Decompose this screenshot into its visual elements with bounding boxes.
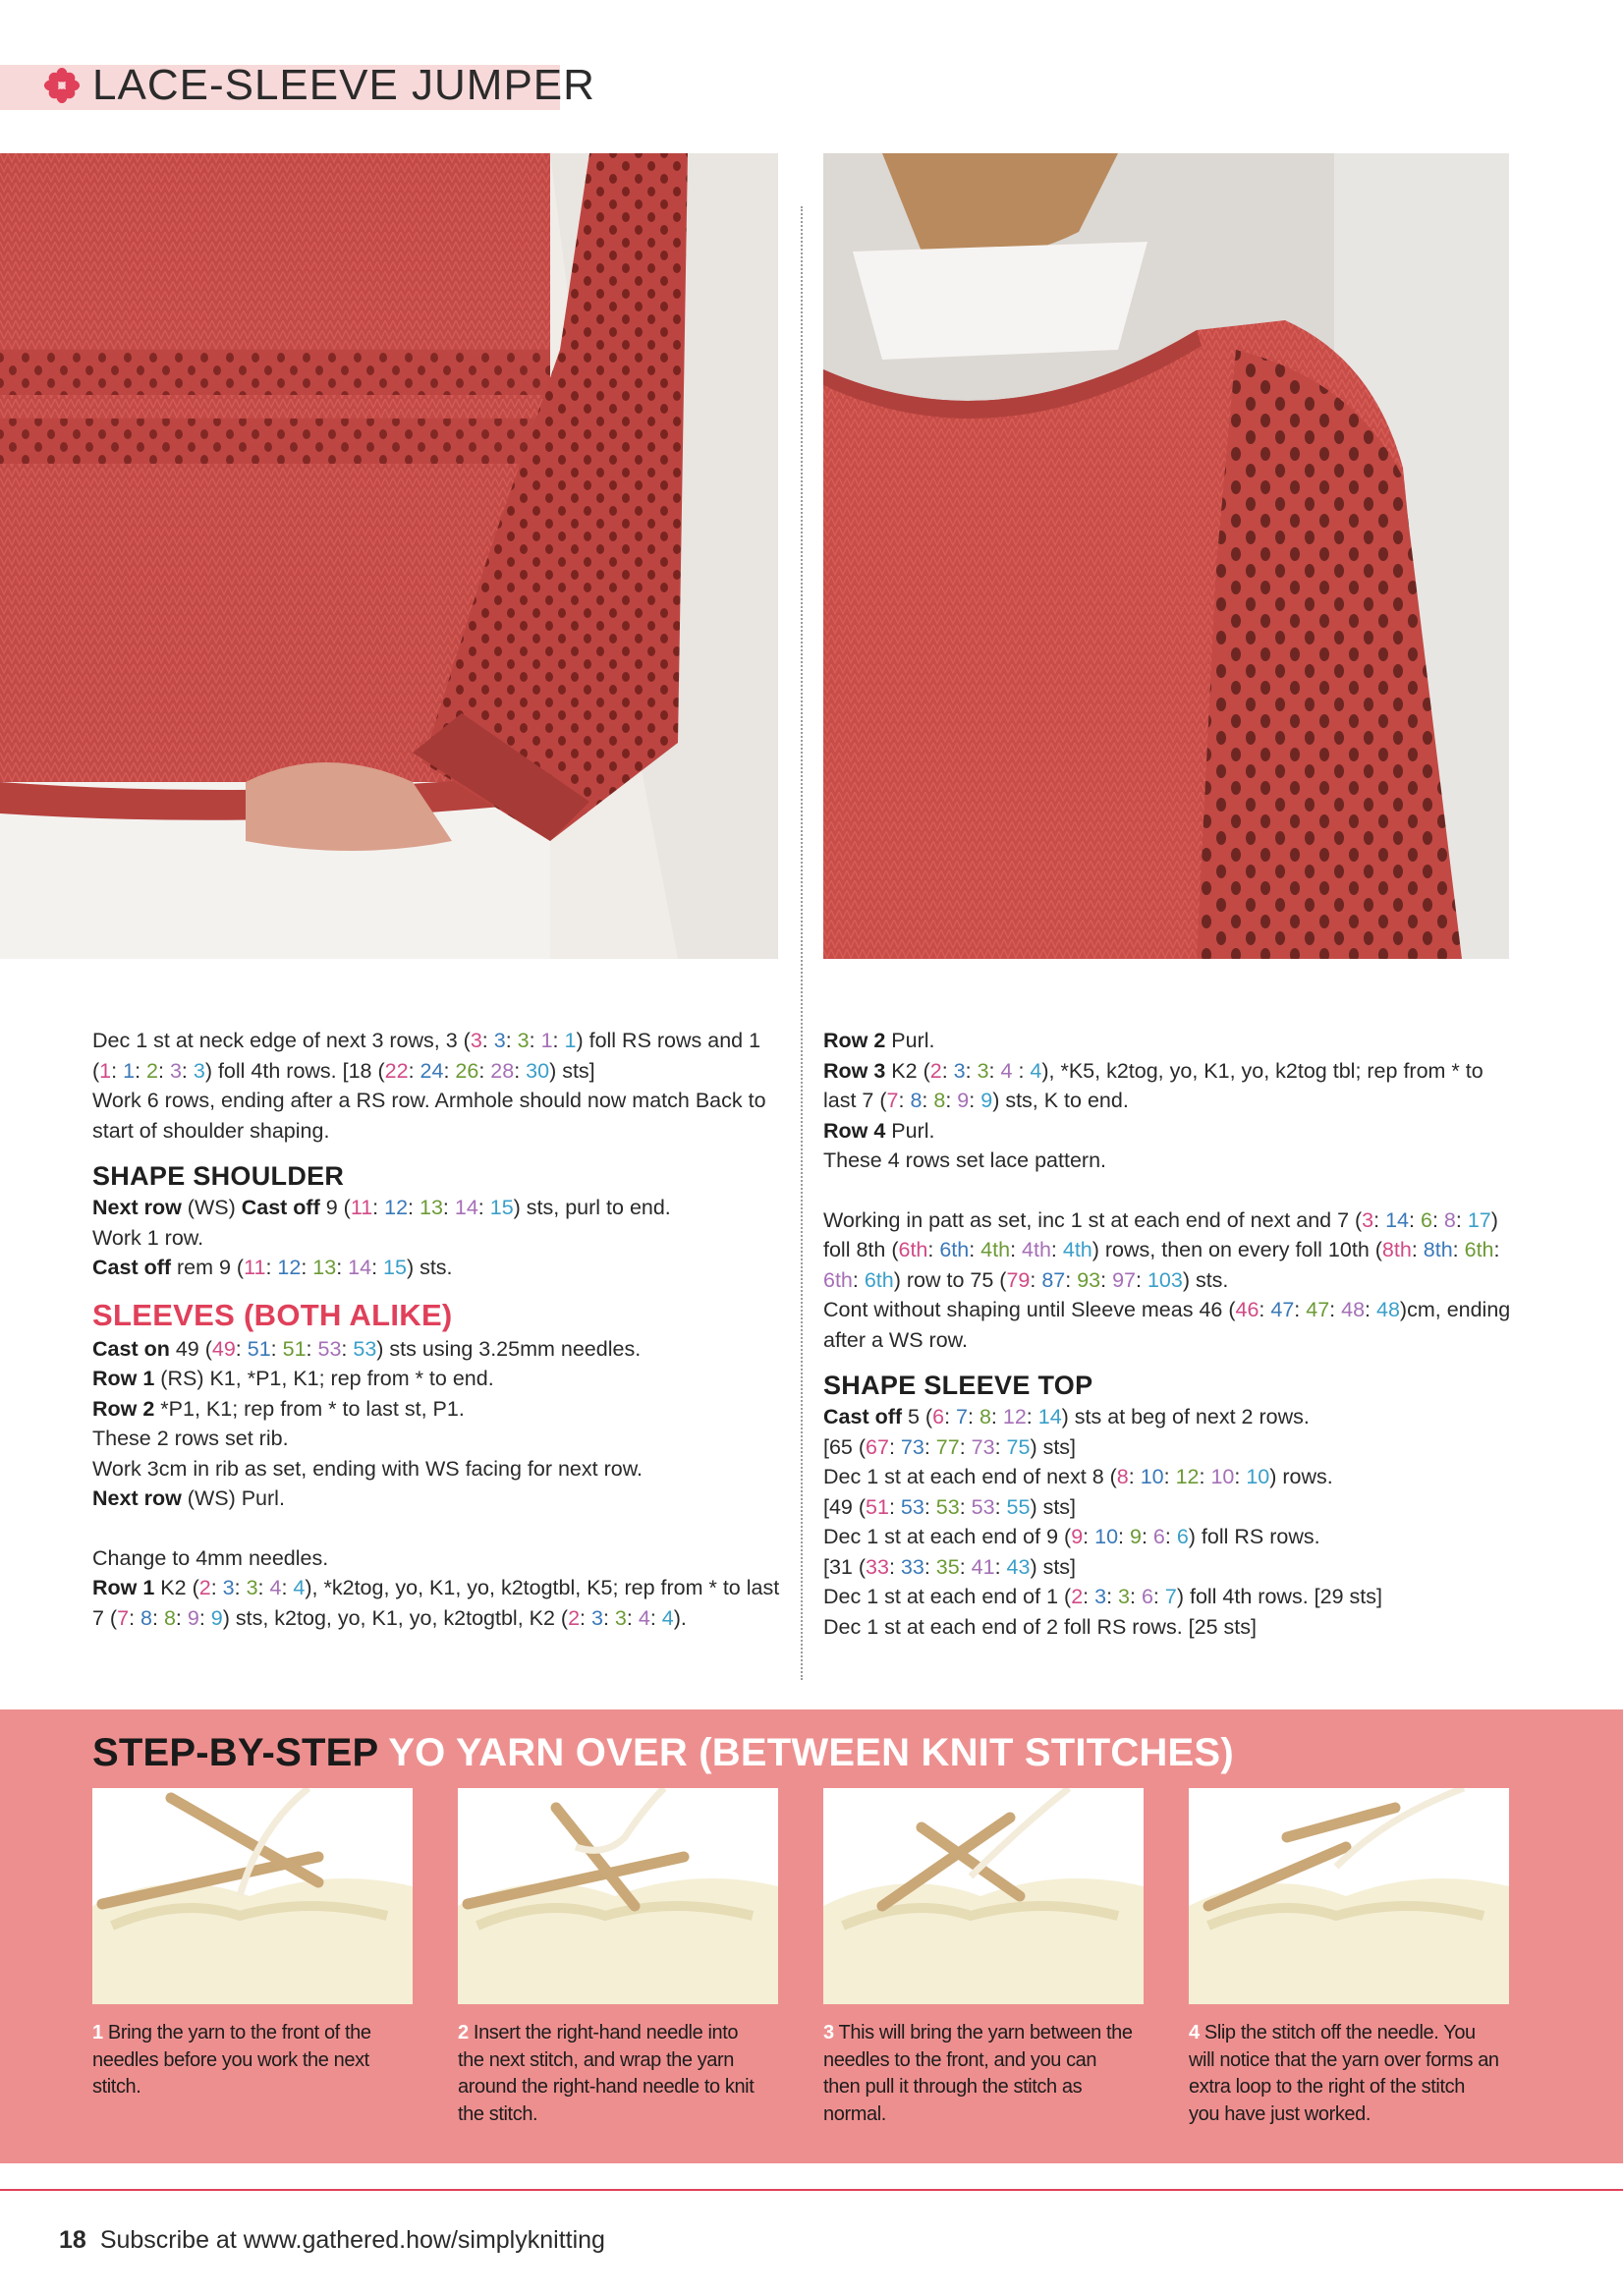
section-heading: SHAPE SHOULDER	[92, 1161, 345, 1191]
paragraph: Dec 1 st at neck edge of next 3 rows, 3 (3: 3: 3: 1: 1) foll RS rows and 1 (1: 1: 2: 3: 3) foll 4th rows. [18 (22: 24: 26: 28: 30) sts]	[92, 1029, 761, 1083]
paragraph: Work 1 row.	[92, 1225, 204, 1250]
paragraph: Dec 1 st at each end of 2 foll RS rows. [25 sts]	[823, 1614, 1257, 1639]
paragraph: Row 2 *P1, K1; rep from * to last st, P1.	[92, 1396, 465, 1421]
footer-rule	[0, 2189, 1623, 2191]
step-number: 4	[1189, 2022, 1200, 2044]
subscribe-link[interactable]: Subscribe at www.gathered.how/simplyknitting	[99, 2226, 605, 2254]
paragraph: Next row (WS) Cast off 9 (11: 12: 13: 14: 15) sts, purl to end.	[92, 1196, 671, 1219]
step-number: 3	[823, 2022, 834, 2044]
paragraph: Work 3cm in rib as set, ending with WS facing for next row.	[92, 1456, 644, 1481]
paragraph: These 2 rows set rib.	[92, 1427, 289, 1450]
section-heading-accent: SLEEVES (BOTH ALIKE)	[92, 1297, 453, 1332]
step-1-caption	[92, 2020, 403, 2101]
paragraph: [65 (67: 73: 77: 73: 75) sts]	[823, 1434, 1077, 1459]
paragraph: Work 6 rows, ending after a RS row. Armhole should now match Back to start of shoulder shaping.	[92, 1089, 766, 1143]
sweater-hem-photo	[0, 153, 778, 959]
step-3-photo	[823, 1788, 1144, 2004]
paragraph: Next row (WS) Purl.	[92, 1486, 285, 1510]
step-text: Bring the yarn to the front of the needles before you work the next stitch.	[92, 2022, 371, 2098]
paragraph: Row 2 Purl.	[823, 1029, 935, 1052]
flower-icon	[43, 67, 81, 104]
paragraph: Row 1 (RS) K1, *P1, K1; rep from * to end.	[92, 1367, 494, 1390]
section-heading: SHAPE SLEEVE TOP	[823, 1371, 1093, 1400]
step-by-step-label: STEP-BY-STEP	[92, 1731, 378, 1774]
step-3-caption	[823, 2020, 1134, 2128]
step-4-caption	[1189, 2020, 1499, 2128]
step-by-step-heading	[92, 1731, 1234, 1775]
paragraph: Row 4 Purl.	[823, 1118, 935, 1143]
step-number: 2	[458, 2022, 469, 2044]
paragraph: Cast off rem 9 (11: 12: 13: 14: 15) sts.	[92, 1256, 453, 1279]
column-divider	[801, 206, 803, 1680]
step-text: This will bring the yarn between the needles to the front, and you can then pull it through the stitch as normal.	[823, 2022, 1133, 2125]
paragraph: Dec 1 st at each end of 9 (9: 10: 9: 6: 6) foll RS rows.	[823, 1525, 1320, 1548]
paragraph: Row 1 K2 (2: 3: 3: 4: 4), *k2tog, yo, K1, yo, k2togtbl, K5; rep from * to last 7 (7: 8: 8: 9: 9) sts, k2tog, yo, K1, yo, k2togtbl, K2 (2: 3: 3: 4: 4).	[92, 1576, 780, 1630]
step-number: 1	[92, 2022, 103, 2044]
paragraph: [31 (33: 33: 35: 41: 43) sts]	[823, 1554, 1077, 1579]
step-4-photo	[1189, 1788, 1509, 2004]
sweater-shoulder-photo	[823, 153, 1509, 959]
right-column	[823, 1026, 1511, 1642]
step-2-caption	[458, 2020, 768, 2128]
step-by-step-title: YO YARN OVER (BETWEEN KNIT STITCHES)	[388, 1731, 1234, 1774]
left-column	[92, 1026, 780, 1633]
step-text: Insert the right-hand needle into the next stitch, and wrap the yarn around the right-hand needle to knit the stitch.	[458, 2022, 755, 2125]
step-1-photo	[92, 1788, 413, 2004]
step-2-photo	[458, 1788, 778, 2004]
page-number: 18	[59, 2226, 86, 2254]
paragraph: [49 (51: 53: 53: 53: 55) sts]	[823, 1494, 1077, 1519]
paragraph: Cast on 49 (49: 51: 51: 53: 53) sts using 3.25mm needles.	[92, 1336, 642, 1361]
paragraph: Row 3 K2 (2: 3: 3: 4 : 4), *K5, k2tog, yo, K1, yo, k2tog tbl; rep from * to last 7 (7: 8: 8: 9: 9) sts, K to end.	[823, 1058, 1483, 1112]
paragraph: Change to 4mm needles.	[92, 1545, 329, 1570]
page-title: LACE-SLEEVE JUMPER	[92, 61, 595, 109]
paragraph: Dec 1 st at each end of 1 (2: 3: 3: 6: 7) foll 4th rows. [29 sts]	[823, 1585, 1382, 1608]
paragraph: These 4 rows set lace pattern.	[823, 1148, 1107, 1172]
paragraph: Cont without shaping until Sleeve meas 46 (46: 47: 47: 48: 48)cm, ending after a WS row.	[823, 1298, 1511, 1352]
step-text: Slip the stitch off the needle. You will notice that the yarn over forms an extra loop to the right of the stitch you have just worked.	[1189, 2022, 1499, 2125]
paragraph: Working in patt as set, inc 1 st at each end of next and 7 (3: 14: 6: 8: 17) foll 8th (6th: 6th: 4th: 4th: 4th) rows, then on every foll 10th (8th: 8th: 6th: 6th: 6th) row to 75 (79: 87: 93: 97: 103) sts.	[823, 1207, 1500, 1292]
paragraph: Dec 1 st at each end of next 8 (8: 10: 12: 10: 10) rows.	[823, 1465, 1333, 1488]
page-footer	[59, 2226, 605, 2255]
paragraph: Cast off 5 (6: 7: 8: 12: 14) sts at beg of next 2 rows.	[823, 1405, 1310, 1428]
